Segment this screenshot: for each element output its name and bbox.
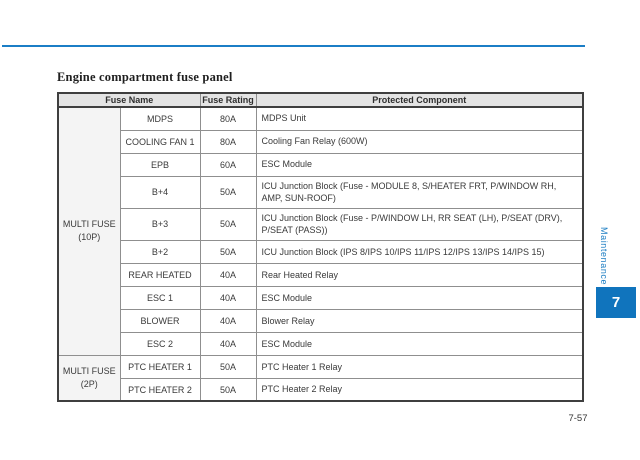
fuse-rating-cell: 50A <box>200 378 256 401</box>
table-row <box>58 309 583 332</box>
fuse-group-cell: MULTI FUSE (2P) <box>58 355 120 401</box>
column-header-fuse-name: Fuse Name <box>58 93 200 107</box>
fuse-name-cell: B+4 <box>120 176 200 208</box>
fuse-name-cell: PTC HEATER 1 <box>120 355 200 378</box>
fuse-rating-cell: 50A <box>200 240 256 263</box>
fuse-name-cell: COOLING FAN 1 <box>120 130 200 153</box>
fuse-rating-cell: 40A <box>200 263 256 286</box>
fuse-group-cell: MULTI FUSE (10P) <box>58 107 120 355</box>
protected-component-cell: Rear Heated Relay <box>256 263 583 286</box>
fuse-name-cell: EPB <box>120 153 200 176</box>
fuse-rating-cell: 80A <box>200 107 256 130</box>
table-header-row <box>58 93 583 107</box>
page-title: Engine compartment fuse panel <box>57 70 233 84</box>
fuse-name-cell: MDPS <box>120 107 200 130</box>
table-row <box>58 332 583 355</box>
protected-component-cell: Blower Relay <box>256 309 583 332</box>
fuse-name-cell: B+2 <box>120 240 200 263</box>
protected-component-cell: ESC Module <box>256 286 583 309</box>
fuse-rating-cell: 50A <box>200 176 256 208</box>
fuse-table <box>57 92 584 402</box>
fuse-name-cell: PTC HEATER 2 <box>120 378 200 401</box>
top-blue-rule <box>2 45 585 47</box>
protected-component-cell: MDPS Unit <box>256 107 583 130</box>
column-header-fuse-rating: Fuse Rating <box>200 93 256 107</box>
protected-component-cell: PTC Heater 2 Relay <box>256 378 583 401</box>
fuse-rating-cell: 50A <box>200 208 256 240</box>
section-tab-label: Maintenance <box>599 227 609 286</box>
chapter-number-tab <box>596 287 636 318</box>
fuse-rating-cell: 80A <box>200 130 256 153</box>
chapter-number: 7 <box>611 294 621 311</box>
table-row <box>58 263 583 286</box>
protected-component-cell: ICU Junction Block (IPS 8/IPS 10/IPS 11/IPS 12/IPS 13/IPS 14/IPS 15) <box>256 240 583 263</box>
table-row <box>58 153 583 176</box>
fuse-rating-cell: 40A <box>200 309 256 332</box>
fuse-rating-cell: 40A <box>200 286 256 309</box>
fuse-name-cell: BLOWER <box>120 309 200 332</box>
protected-component-cell: ESC Module <box>256 332 583 355</box>
fuse-name-cell: ESC 2 <box>120 332 200 355</box>
column-header-protected-component: Protected Component <box>256 93 583 107</box>
protected-component-cell: ICU Junction Block (Fuse - P/WINDOW LH, RR SEAT (LH), P/SEAT (DRV), P/SEAT (PASS)) <box>256 208 583 240</box>
protected-component-cell: ICU Junction Block (Fuse - MODULE 8, S/HEATER FRT, P/WINDOW RH, AMP, SUN-ROOF) <box>256 176 583 208</box>
table-row <box>58 355 583 378</box>
table-row <box>58 378 583 401</box>
fuse-rating-cell: 40A <box>200 332 256 355</box>
page-number: 7-57 <box>568 413 588 424</box>
table-row <box>58 208 583 240</box>
protected-component-cell: ESC Module <box>256 153 583 176</box>
fuse-rating-cell: 50A <box>200 355 256 378</box>
table-row <box>58 130 583 153</box>
fuse-rating-cell: 60A <box>200 153 256 176</box>
table-row <box>58 107 583 130</box>
fuse-name-cell: REAR HEATED <box>120 263 200 286</box>
protected-component-cell: PTC Heater 1 Relay <box>256 355 583 378</box>
table-row <box>58 286 583 309</box>
table-row <box>58 240 583 263</box>
fuse-name-cell: B+3 <box>120 208 200 240</box>
table-row <box>58 176 583 208</box>
protected-component-cell: Cooling Fan Relay (600W) <box>256 130 583 153</box>
fuse-name-cell: ESC 1 <box>120 286 200 309</box>
